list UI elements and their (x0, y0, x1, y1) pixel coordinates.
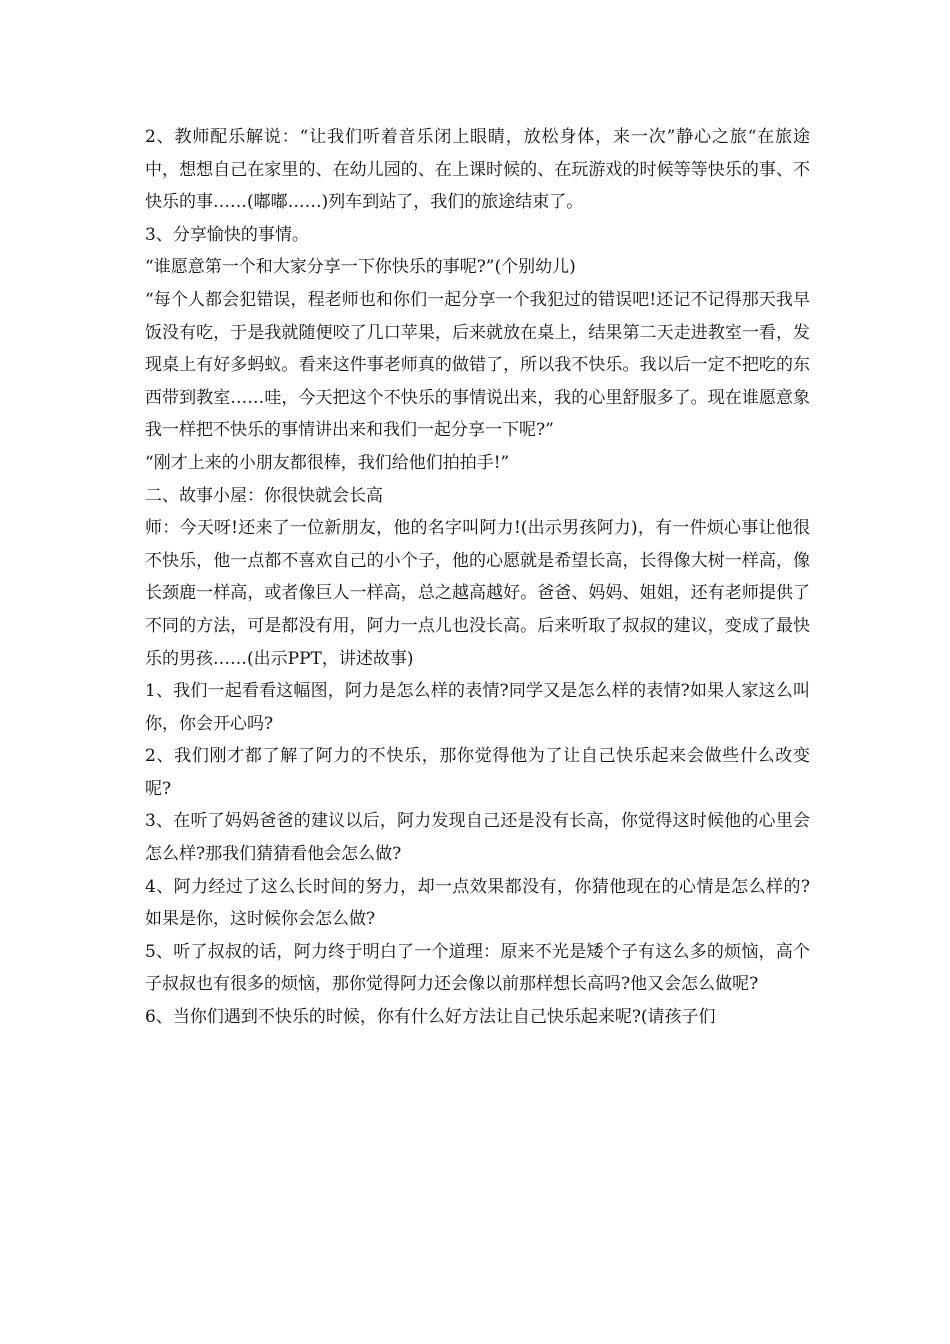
paragraph-4: “每个人都会犯错误，程老师也和你们一起分享一个我犯过的错误吧!还记不记得那天我早饭没有吃，于是我就随便咬了几口苹果，后来就放在桌上，结果第二天走进教室一看，发现桌上有好多蚂蚁。看来这件事老师真的做错了，所以我不快乐。我以后一定不把吃的东西带到教室……哇，今天把这个不快乐的事情说出来，我的心里舒服多了。现在谁愿意象我一样把不快乐的事情讲出来和我们一起分享一下呢?” (145, 289, 810, 441)
paragraph-2: 3、分享愉快的事情。 (145, 224, 309, 245)
document-body (145, 121, 810, 1034)
paragraph-1: 2、教师配乐解说：“让我们听着音乐闭上眼睛，放松身体，来一次”静心之旅“在旅途中，想想自己在家里的、在幼儿园的、在上课时候的、在玩游戏的时候等等快乐的事、不快乐的事……(嘟嘟……)列车到站了，我们的旅途结束了。 (145, 127, 810, 213)
section-heading: 二、故事小屋：你很快就会长高 (145, 485, 383, 506)
question-1: 1、我们一起看看这幅图，阿力是怎么样的表情?同学又是怎么样的表情?如果人家这么叫你，你会开心吗? (145, 681, 810, 734)
paragraph-7: 师：今天呀!还来了一位新朋友，他的名字叫阿力!(出示男孩阿力)，有一件烦心事让他很不快乐，他一点都不喜欢自己的小个子，他的心愿就是希望长高，长得像大树一样高，像长颈鹿一样高，或者像巨人一样高，总之越高越好。爸爸、妈妈、姐姐，还有老师提供了不同的方法，可是都没有用，阿力一点儿也没长高。后来听取了叔叔的建议，变成了最快乐的男孩……(出示PPT，讲述故事) (145, 518, 810, 669)
question-4: 4、阿力经过了这么长时间的努力，却一点效果都没有，你猜他现在的心情是怎么样的?如果是你，这时候你会怎么做? (145, 876, 810, 930)
paragraph-5: “刚才上来的小朋友都很棒，我们给他们拍拍手!” (145, 452, 510, 473)
paragraph-3: “谁愿意第一个和大家分享一下你快乐的事呢?”(个别幼儿) (145, 257, 576, 278)
question-5: 5、听了叔叔的话，阿力终于明白了一个道理：原来不光是矮个子有这么多的烦恼，高个子叔叔也有很多的烦恼，那你觉得阿力还会像以前那样想长高吗?他又会怎么做呢? (145, 941, 810, 995)
question-3: 3、在听了妈妈爸爸的建议以后，阿力发现自己还是没有长高，你觉得这时候他的心里会怎么样?那我们猜猜看他会怎么做? (145, 811, 810, 865)
question-6: 6、当你们遇到不快乐的时候，你有什么好方法让自己快乐起来呢?(请孩子们 (145, 1007, 716, 1028)
question-2: 2、我们刚才都了解了阿力的不快乐，那你觉得他为了让自己快乐起来会做些什么改变呢? (145, 746, 810, 799)
